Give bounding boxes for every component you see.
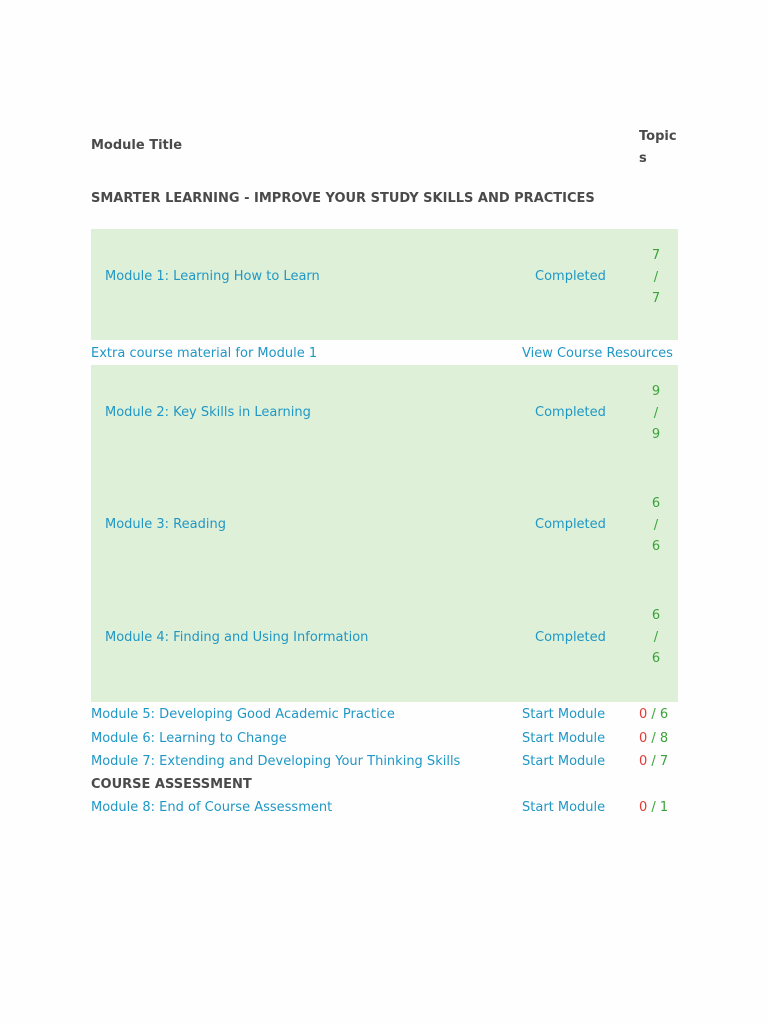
assessment-title: COURSE ASSESSMENT xyxy=(91,777,252,792)
module-1-link[interactable]: Module 1: Learning How to Learn xyxy=(105,269,320,284)
module-6-start-button[interactable]: Start Module xyxy=(522,731,606,746)
view-course-resources-link[interactable]: View Course Resources xyxy=(522,346,673,361)
module-7-start-button[interactable]: Start Module xyxy=(522,754,606,769)
module-2-status[interactable]: Completed xyxy=(535,405,606,420)
module-4-status[interactable]: Completed xyxy=(535,630,606,645)
module-4-link[interactable]: Module 4: Finding and Using Information xyxy=(105,630,369,645)
module-5-topics: 0 / 6 xyxy=(639,707,669,722)
section-title: SMARTER LEARNING - IMPROVE YOUR STUDY SKILLS AND PRACTICES xyxy=(91,191,595,206)
module-7-topics: 0 / 7 xyxy=(639,754,669,769)
module-8-start-button[interactable]: Start Module xyxy=(522,800,606,815)
module-6-link[interactable]: Module 6: Learning to Change xyxy=(91,731,287,746)
module-4-topics: 6 / 6 xyxy=(651,608,661,666)
module-5-link[interactable]: Module 5: Developing Good Academic Practice xyxy=(91,707,395,722)
module-6-topics: 0 / 8 xyxy=(639,731,669,746)
module-3-topics: 6 / 6 xyxy=(651,496,661,554)
extra-material-link[interactable]: Extra course material for Module 1 xyxy=(91,346,318,361)
module-8-topics: 0 / 1 xyxy=(639,800,669,815)
module-1-status[interactable]: Completed xyxy=(535,269,606,284)
module-5-start-button[interactable]: Start Module xyxy=(522,707,606,722)
topics-header: Topic s xyxy=(639,129,677,166)
module-3-link[interactable]: Module 3: Reading xyxy=(105,517,226,532)
module-1-topics: 7 / 7 xyxy=(651,248,661,306)
module-2-topics: 9 / 9 xyxy=(651,384,661,442)
module-8-link[interactable]: Module 8: End of Course Assessment xyxy=(91,800,333,815)
module-7-link[interactable]: Module 7: Extending and Developing Your Thinking Skills xyxy=(91,754,461,769)
module-3-status[interactable]: Completed xyxy=(535,517,606,532)
module-2-link[interactable]: Module 2: Key Skills in Learning xyxy=(105,405,311,420)
module-title-header: Module Title xyxy=(91,138,183,153)
